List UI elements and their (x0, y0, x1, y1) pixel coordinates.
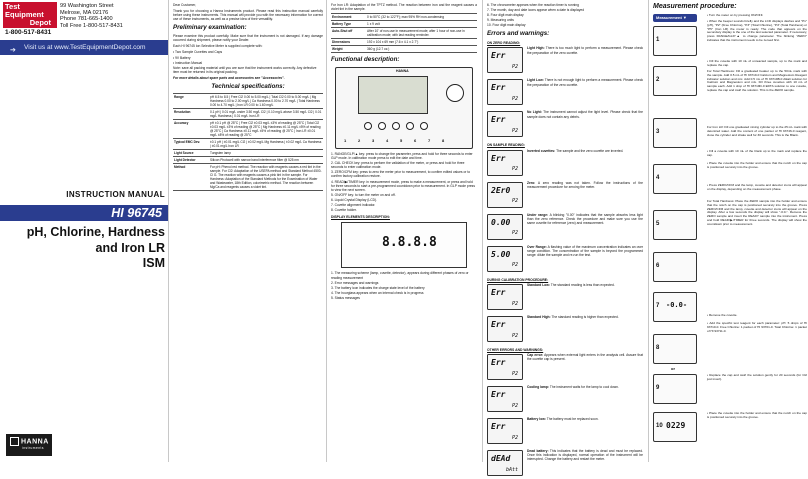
callout-number: 8 (442, 137, 445, 143)
error-entry (487, 110, 643, 140)
logo-name-line1: Test Equipment (5, 2, 44, 19)
spec-value: Silicon Photocell with narrow band interference filter @ 525 nm (209, 156, 323, 163)
error-title: No Light: (527, 110, 542, 115)
visit-link[interactable]: Visit us at www.TestEquipmentDepot.com (24, 44, 146, 51)
function-item: 7. Cuvette alignment indicator. (331, 202, 376, 207)
title-line2: and Iron LR (95, 240, 165, 255)
meter-icon (653, 210, 697, 240)
callout-number: 3 (372, 137, 375, 143)
onoff-key-icon (420, 122, 428, 130)
display-item: 7. The month, day and date icons appear when a date is displayed (487, 8, 585, 13)
step-number: 2 (656, 76, 660, 83)
step-text: • Fill a cuvette with 10 mL of the blank up to the mark and replace the cap. (707, 148, 807, 157)
iron-method: For Iron LR: Adaptation of the TPTZ method. The reaction between iron and the reagent causes a violet tint in the sample. (331, 3, 477, 12)
measurement-heading: Measurement procedure: (653, 3, 737, 10)
step-text: • Fill the cuvette with 10 mL of unreacted sample, up to the mark and replace the cap. (707, 58, 807, 67)
callout-number: 4 (386, 137, 389, 143)
lcd-text: Err (491, 390, 506, 400)
prelim-body: Please examine this product carefully. Make sure that the instrument is not damaged. If any damage occurred during shipment, please notify your Dealer. (173, 34, 323, 43)
spec-label: Weight (331, 46, 366, 53)
step-text: For Iron LR: Fill one graduated mixing cylinder up to the 25 mL mark with deionized water. Add the content of one packet of HI 93746-0 reagent, close the cylinder and shake well for 30 seconds. This is the Blank. (707, 124, 807, 137)
error-desc: The instrument cannot adjust the light level. Please check that the sample does not contain any debris. (527, 110, 643, 119)
step-text: • When the beeper sounds briefly and the LCD displays dashes and "P1" (pH), "P2" (Free Chlorine), "P3" (Total Chlorine), "P4" (Total Hardness) or "P5" (Iron LR) the meter is ready. The code that appears on the secondary display is the one of the last selected parameter. If necessary, press RANGE/GLP/▲ to change parameter. The blinking "ZERO" indicates that the instrument needs to be zeroed first. (707, 18, 807, 43)
lcd-icon (487, 450, 523, 476)
display-item: 5. Status messages (331, 295, 360, 300)
error-title: Dead battery: (527, 449, 549, 454)
spec-label: Method (173, 163, 209, 190)
lcd-code: P2 (511, 198, 518, 205)
errors-heading: Errors and warnings: (487, 30, 550, 38)
error-entry (487, 245, 643, 275)
error-desc: The standard reading is less than expected. (550, 282, 615, 287)
lcd-icon (487, 111, 523, 137)
supplied-item: • Two Sample Cuvettes and Caps (173, 50, 223, 55)
display-reading: 8.8.8.8 (382, 235, 437, 251)
spec-value: For pH: Phenol red method. The reaction with reagents causes a red tint in the sample. For Cl2: Adaptation of the USEPA method and Standard Method 4500-Cl G. The reaction with reagents causes a pink tint in the sample. For Hardness: Adaptation of the Standard Methods for the Examination of Water and Wastewater, 18th Edition, colorimetric method. The reaction between Mg/Ca and reagents causes a violet tint. (210, 164, 322, 189)
packing-note: Note: save all packing material until you are sure that the instrument works correctly. Any defective item must be returned in its original packing. (173, 65, 317, 74)
error-text (527, 149, 643, 153)
function-item: 1. RANGE/GLP/▲ key: press to change the parameter, press and hold for three seconds to enter GLP mode. In calibration mode press to edit the date and time. (331, 151, 473, 161)
or-label: or (671, 365, 675, 371)
error-entry (487, 46, 643, 76)
error-entry (487, 149, 643, 179)
error-text (527, 385, 643, 389)
error-title: Standard High: (527, 314, 551, 319)
step-number: 8 (656, 344, 660, 351)
display-item: 2. Error messages and warnings (331, 280, 379, 285)
step-text: • Add the specific test reagent for each parameter: pH: 5 drops of HI 93710-0. Free Chlorine: 1 packet of HI 93701-0. Total Chlorine: 1 packet of HI 93711-0. (707, 320, 807, 333)
lcd-code: P2 (511, 262, 518, 269)
spec-label: Accuracy (173, 119, 209, 138)
product-title (3, 225, 165, 272)
spec-label: Battery Type (331, 21, 366, 28)
error-entry (487, 78, 643, 108)
range-label: Measurement ▼ (656, 14, 687, 20)
display-item: 10. Four digit main display (487, 23, 526, 28)
lcd-text: Err (491, 115, 506, 125)
error-entry (487, 385, 643, 415)
table-row (331, 28, 477, 39)
measurement-range-bar (653, 14, 697, 22)
on-zero-heading: ON ZERO READING: (487, 41, 521, 46)
zero-readout: -0.0- (666, 300, 688, 309)
table-row (331, 14, 477, 21)
error-desc: Appears when external light enters in the analysis cell. Assure that the cuvette cap is present. (527, 353, 643, 362)
logo-name (3, 2, 57, 28)
error-text (527, 78, 643, 86)
cal-check-key-icon (378, 122, 386, 130)
function-item: 6. Liquid Crystal Display (LCD). (331, 197, 377, 202)
lcd-code: P2 (511, 370, 518, 377)
model-number: HI 96745 (0, 205, 168, 221)
error-text (527, 110, 643, 118)
error-entry (487, 181, 643, 211)
arrow-right-icon: ➔ (10, 47, 16, 54)
spec-value: 0.1 pH | 0.01 mg/L under 3.50 mg/L Cl2 | 0.10 mg/L above 3.50 mg/L Cl2 | 0.01 mg/L Hardness | 0.01 mg/L Iron LR (210, 109, 322, 118)
step-text: • Place the cuvette into the holder and ensure that the notch on the cap is positioned securely into the groove. (707, 160, 807, 169)
error-text (527, 181, 643, 189)
read-key-icon (406, 122, 414, 130)
error-text (527, 353, 643, 361)
step-number: 7 (656, 302, 660, 309)
error-entry (487, 213, 643, 243)
function-item: 2. CAL CHECK key: press to perform the validation of the meter, or press and hold for three seconds to enter calibration mode. (331, 161, 465, 170)
error-entry (487, 417, 643, 447)
error-title: Standard Low: (527, 282, 550, 287)
display-item: 8. Four digit main display (487, 13, 524, 18)
lcd-code: P2 (511, 230, 518, 237)
column-divider (326, 0, 327, 462)
error-entry (487, 315, 643, 345)
step-lcd-icon (653, 26, 697, 56)
table-row (331, 21, 477, 28)
lcd-icon (487, 214, 523, 240)
sample-heading: ON SAMPLE READING: (487, 143, 525, 148)
callout-number: 5 (400, 137, 403, 143)
meter-icon (653, 252, 697, 282)
hanna-brand: HANNA (21, 438, 49, 446)
lcd-zero-icon (653, 292, 697, 322)
cover-column (0, 0, 168, 462)
display-item: 1. The measuring scheme (lamp, cuvette, detector), appears during different phases of zero or reading measurement (331, 271, 469, 280)
error-text (527, 449, 643, 461)
cal-heading: DURING CALIBRATION PROCEDURE: (487, 277, 549, 282)
company-address (60, 3, 123, 29)
cylinder-icon (653, 164, 697, 194)
error-text (527, 417, 643, 421)
lcd-text: Err (491, 83, 506, 93)
column-divider (482, 0, 483, 462)
lcd-text: Err (491, 358, 506, 368)
table-row (173, 93, 323, 108)
swirl-icon (653, 374, 697, 404)
specs-table-2 (331, 13, 477, 53)
manual-label: INSTRUCTION MANUAL (66, 190, 165, 199)
specs-table (173, 93, 323, 191)
step-number: 5 (656, 220, 660, 227)
function-item: 3. ZERO/CFM key: press to zero the meter prior to measurement, to confirm edited values or to confirm factory calibration restore. (331, 170, 471, 179)
spec-value: Tungsten lamp (209, 149, 323, 156)
table-row (173, 156, 323, 163)
step-text: • Replace the cap and swirl the solution gently for 20 seconds (for Cl2 just invert). (707, 372, 807, 381)
column-divider (648, 0, 649, 462)
address-line1: 99 Washington Street (60, 3, 114, 9)
range-key-icon (364, 122, 372, 130)
error-desc: A blinking "0.00" indicates that the sample absorbs less light than the zero reference. Check the procedure and make sure you use the same cuvette for reference (zero) and measurement. (527, 212, 643, 225)
table-row (173, 119, 323, 138)
lcd-code: P2 (511, 166, 518, 173)
callout-number: 1 (344, 137, 347, 143)
visit-banner[interactable] (0, 40, 168, 55)
spec-label: Light Detector (173, 156, 209, 163)
other-heading: OTHER ERRORS AND WARNINGS: (487, 347, 544, 352)
error-text (527, 46, 643, 54)
spec-value: 1 x 9 volt (366, 21, 477, 28)
prelim-heading: Preliminary examination: (173, 24, 247, 32)
lcd-icon (487, 418, 523, 444)
tollfree-number: Toll Free 1-800-517-8431 (60, 22, 123, 29)
lcd-code: P2 (511, 96, 518, 103)
lcd-icon (487, 246, 523, 272)
intro-column (170, 0, 326, 462)
company-logo (3, 2, 57, 36)
lcd-text: Err (491, 422, 506, 432)
callout-number: 2 (358, 137, 361, 143)
error-title: Cap error: (527, 353, 544, 358)
spec-label: Light Source (173, 149, 209, 156)
error-title: Cooling lamp: (527, 385, 549, 390)
error-desc: The instrument waits for the lamp to cool down. (549, 385, 619, 390)
spec-label: Typical EMC Dev. (173, 138, 209, 149)
callout-number: 7 (428, 137, 431, 143)
lcd-icon (487, 182, 523, 208)
error-title: Light High: (527, 46, 545, 51)
spec-label: Range (173, 93, 209, 108)
error-title: Zero: (527, 180, 536, 185)
measurement-column (650, 0, 808, 462)
hanna-logo (6, 434, 52, 456)
step-text: For Total Hardness: Fill a graduated beaker up to the 50mL mark with the sample. Add 0.5 mL of HI 93719-0 Calcium and Magnesium Reagent indicator solution and mix. Add 0.5 mL of HI 93719B-0 Alkali solution for Calcium and Magnesium and mix. Fill three cuvettes with 10 mL of sample each. Add 1 drop of HI 93719D-0 EDTA solution to one cuvette, replace the cap and swirl the solution. This is the ZERO sample. (707, 68, 807, 93)
error-text (527, 283, 643, 287)
cuvette-icon (653, 66, 697, 96)
dropper-icon (653, 334, 697, 364)
step-number: 3 (656, 128, 660, 135)
display-heading: DISPLAY ELEMENTS DESCRIPTION: (331, 215, 390, 220)
lcd-icon (487, 150, 523, 176)
step-number: 6 (656, 262, 660, 269)
lcd-text: Err (491, 51, 506, 61)
error-desc: The sample and the zero cuvette are inverted. (556, 148, 624, 153)
functional-heading: Functional description: (331, 56, 400, 64)
lcd-text: Err (491, 319, 506, 329)
device-brand: HANNA (396, 68, 409, 73)
supplied-item: • Instruction Manual (173, 60, 203, 65)
spec-label: Dimensions (331, 39, 366, 46)
error-desc: There is too much light to perform a measurement. Please check the preparation of the zero cuvette. (527, 46, 643, 55)
error-title: Battery low: (527, 417, 546, 422)
spec-value: pH 6.5 to 8.5 | Free Cl2 0.00 to 5.00 mg/L | Total Cl2 0.00 to 5.00 mg/L | Mg Hardness 0.00 to 2.00 mg/L | Ca Hardness 0.00 to 2.70 mg/L | Total Hardness 0.00 to 4.70 mg/L | Iron LR 0.00 to 1.60 mg/L (209, 93, 323, 108)
error-desc: A zero reading was not taken. Follow the instructions of the measurement procedure for zeroing the meter. (527, 180, 644, 189)
step-number: 10 (656, 422, 663, 429)
lcd-code: P2 (511, 434, 518, 441)
error-desc: The standard reading is higher than expected. (551, 314, 619, 319)
hanna-mark-icon (10, 437, 19, 446)
error-desc: There is not enough light to perform a measurement. Please check the preparation of the zero cuvette. (527, 78, 643, 87)
lcd-icon (487, 284, 523, 310)
title-line1: pH, Chlorine, Hardness (26, 225, 165, 239)
lcd-text: 2Er0 (491, 185, 511, 195)
procedure-steps (653, 14, 805, 454)
spec-label: Resolution (173, 108, 209, 119)
table-row (173, 163, 323, 190)
lcd-result-icon (653, 412, 697, 442)
zero-key-icon (392, 122, 400, 130)
lcd-text: dEAd (491, 454, 511, 464)
spec-value: After 10' of non-use in measurement mode; after 1 hour of non-use in calibration mode; with last reading reminder. (366, 28, 477, 39)
final-readout: 0229 (666, 420, 686, 430)
lcd-icon (487, 79, 523, 105)
error-entry (487, 283, 643, 313)
error-title: Over Range: (527, 244, 547, 249)
lcd-icon (487, 386, 523, 412)
table-row (173, 138, 323, 149)
spec-label: Environment (331, 14, 366, 21)
lcd-icon (487, 47, 523, 73)
table-row (173, 108, 323, 119)
table-row (173, 149, 323, 156)
beaker-icon (653, 118, 697, 148)
step-text: • Press ZERO/CFM and the lamp, cuvette and detector icons will appear on the display, depending on the measurement phase. (707, 182, 807, 191)
spec-label: Auto-Shut off (331, 28, 366, 39)
function-item: 4. READ/▶/TIMER key: in measurement mode, press to make a measurement, or press and hold for three seconds to start a pre-programmed countdown prior to measurement. In GLP mode press to view the next screen. (331, 179, 475, 192)
spec-value: 192 x 104 x 69 mm (7.6 x 4.1 x 2.7") (366, 39, 477, 46)
functional-column (328, 0, 480, 462)
spec-value: pH ±0.1 pH @ 25°C | Free Cl2 ±0.03 mg/L ±3% of reading @ 25°C | Total Cl2 ±0.03 mg/L ±3% of reading @ 25°C | Mg Hardness ±0.11 mg/L ±5% of reading @ 25°C | Ca Hardness ±0.11 mg/L ±5% of reading @ 25°C | Iron LR ±0.01 mg/L ±8% of reading @ 25°C (209, 119, 323, 138)
error-title: Inverted cuvettes: (527, 148, 556, 153)
title-line3: ISM (142, 256, 165, 270)
accessories-note: For more details about spare parts and accessories see "Accessories". (173, 75, 285, 80)
spec-value: ±0.1 pH | ±0.01 mg/L Cl2 | ±0.02 mg/L Mg Hardness | ±0.02 mg/L Ca Hardness | ±0.01 mg/L Iron LR (210, 139, 322, 148)
error-title: Light Low: (527, 78, 544, 83)
greeting: Dear Customer, (173, 3, 197, 7)
lcd-icon (487, 354, 523, 380)
lcd-code: P2 (511, 402, 518, 409)
error-entry (487, 353, 643, 383)
supplied-item: • 9V Battery (173, 55, 191, 60)
step-text: For Total Hardness: Place the ZERO sample into the holder and ensure that the notch on the cap is positioned securely into the groove. Press ZERO/CFM and the lamp, cuvette and detector icons will appear on the display. After a few seconds the display will show "-0.0-". Remove the ZERO sample and insert the READY sample into the instrument. Press and hold READ/▶/TIMER for three seconds. The display will show the countdown prior to measurement. (707, 198, 807, 227)
specs-heading: Technical specifications: (211, 82, 285, 90)
meter-diagram (335, 67, 473, 149)
function-item: 8. Cuvette holder. (331, 208, 357, 213)
error-desc: The battery must be replaced soon. (546, 417, 599, 422)
column-divider (168, 0, 169, 462)
display-item: 9. Measuring units (487, 18, 514, 23)
lcd-code: P2 (511, 332, 518, 339)
lcd-code: bAtt (505, 466, 518, 473)
phone-number: Phone 781-665-1400 (60, 16, 113, 23)
error-text (527, 315, 643, 319)
lcd-code: P2 (511, 300, 518, 307)
step-text: • Remove the cuvette. (707, 312, 738, 317)
display-diagram (341, 222, 467, 268)
cuvette-holder-icon (446, 84, 464, 102)
lcd-text: Err (491, 287, 506, 297)
lcd-code: P2 (511, 64, 518, 71)
error-desc: This indicates that the battery is dead and must be replaced. Once this indication is displayed, normal operation of the instrument will be interrupted. Change the battery and restart the meter. (527, 449, 643, 462)
step-number: 1 (656, 36, 660, 43)
lcd-code: P2 (511, 128, 518, 135)
error-entry (487, 449, 643, 479)
function-item: 5. ON/OFF key: to turn the meter on and off. (331, 192, 396, 197)
display-item: 4. The hourglass appears when an internal check is in progress (331, 290, 424, 295)
table-row (331, 46, 477, 53)
error-text (527, 245, 643, 257)
spec-value: 0 to 50°C (32 to 122°F); max 95% RH non-condensing (366, 14, 477, 21)
error-desc: A flashing value of the maximum concentration indicates an over range condition. The concentration of the sample is beyond the programmed range: dilute the sample and re-run the test. (527, 244, 644, 257)
lcd-text: 5.00 (491, 249, 511, 259)
error-text (527, 213, 643, 225)
supplied-intro: Each HI 96745 Ion Selective Meter is supplied complete with: (173, 44, 263, 49)
address-line2: Melrose, MA 02176 (60, 9, 109, 16)
error-title: Under range: (527, 212, 549, 217)
spec-value: 360 g (12.7 oz.) (366, 46, 477, 53)
step-number: 9 (656, 384, 660, 391)
table-row (331, 39, 477, 46)
logo-name-line2: Depot (29, 18, 51, 27)
logo-phone: 1-800-517-8431 (5, 29, 52, 36)
errors-column (484, 0, 646, 473)
lcd-text: 0.00 (491, 217, 511, 227)
callout-number: 6 (414, 137, 417, 143)
lcd-icon (487, 316, 523, 342)
intro-body: Thank you for choosing a Hanna Instruments product. Please read this instruction manual carefully before using these instruments. This manual will provide you with the necessary information for correct use of these instruments, as well as a precise idea of their versatility. (173, 9, 323, 22)
meter-lcd (358, 76, 428, 114)
lcd-text: Err (491, 153, 506, 163)
step-text: • Turn the meter on by pressing ON/OFF. (707, 12, 764, 17)
display-item: 3. The battery icon indicates the charge state level of the battery (331, 285, 425, 290)
step-number: 4 (656, 174, 660, 181)
hanna-brand-sub: instruments (22, 446, 44, 451)
display-item: 6. The chronometer appears when the reaction timer is running (487, 3, 579, 7)
step-text: • Place the cuvette into the holder and ensure that the notch on the cap is positioned securely into the groove. (707, 410, 807, 419)
